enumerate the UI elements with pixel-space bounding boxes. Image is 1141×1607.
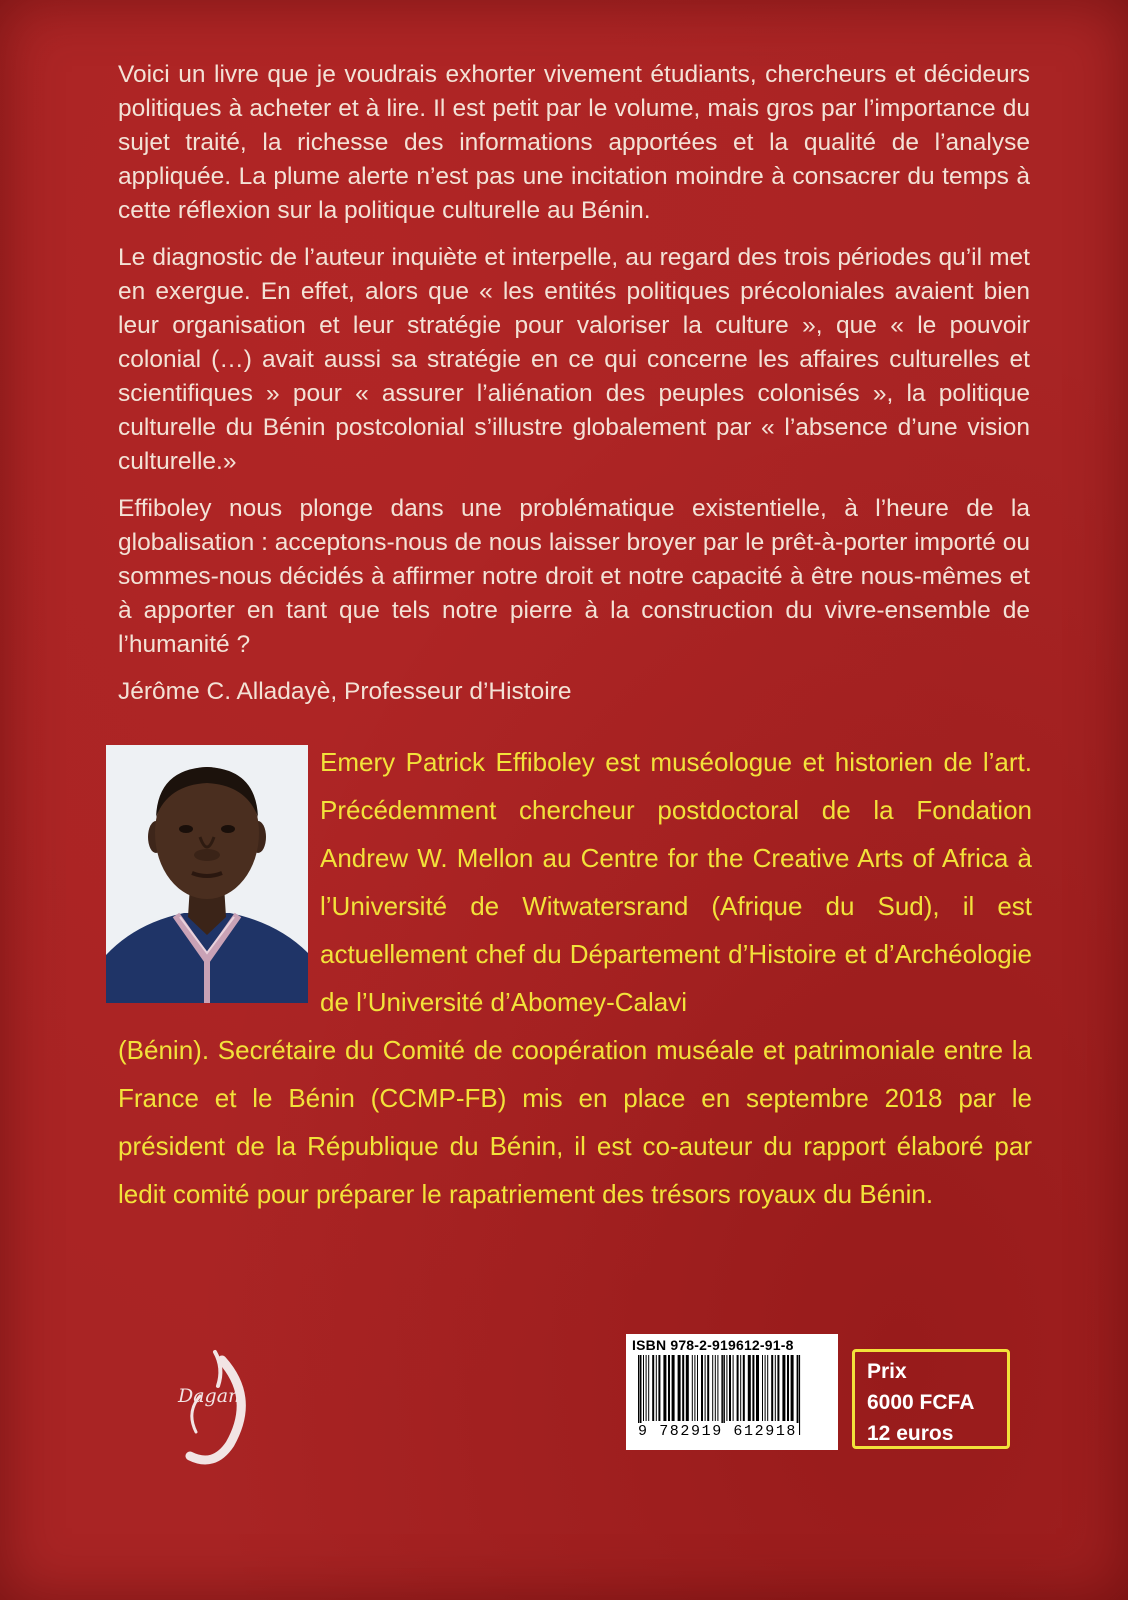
publisher-logo-text: Dagan — [178, 1385, 241, 1407]
barcode-digits: 9 782919 612918 — [638, 1423, 798, 1440]
barcode-bar — [733, 1355, 734, 1421]
barcode-bar — [715, 1355, 716, 1421]
blurb — [118, 58, 1030, 722]
price-label: Prix — [867, 1360, 907, 1383]
publisher-logo — [160, 1340, 280, 1480]
barcode-bar — [646, 1355, 647, 1421]
barcode-bar — [648, 1355, 649, 1421]
blurb-paragraph-2: Le diagnostic de l’auteur inquiète et interpelle, au regard des trois périodes qu’il met en exergue. En effet, alors que « les entités politiques précoloniales avaient bien leur organisation et leur stratégie pour valoriser la culture », que « le pouvoir colonial (…) avait aussi sa stratégie en ce qui concerne les affaires culturelles et scientifiques » pour « assurer l’aliénation des peuples colonisés », la politique culturelle du Bénin postcolonial s’illustre globalement par « l’absence d’une vision culturelle.» — [118, 244, 1030, 475]
barcode-bar — [791, 1355, 794, 1421]
price-euros: 12 euros — [867, 1422, 954, 1445]
barcode-bar — [726, 1355, 727, 1421]
barcode-bar — [762, 1355, 763, 1421]
barcode-bar — [672, 1355, 675, 1421]
barcode-bar — [701, 1355, 703, 1421]
barcode-bar — [771, 1355, 773, 1421]
barcode-bar — [705, 1355, 706, 1421]
barcode-bar — [782, 1355, 785, 1421]
barcode-bar — [752, 1355, 754, 1421]
price-fcfa: 6000 FCFA — [867, 1391, 975, 1414]
barcode-bar — [787, 1355, 789, 1421]
barcode-bar — [656, 1355, 657, 1421]
barcode-bar — [643, 1355, 644, 1421]
barcode-bar — [658, 1355, 660, 1421]
barcode-bar — [668, 1355, 670, 1421]
barcode-bar — [678, 1355, 681, 1421]
barcode-bar — [756, 1355, 759, 1421]
blurb-signature: Jérôme C. Alladayè, Professeur d’Histoire — [118, 678, 572, 705]
barcode-bar — [663, 1355, 666, 1421]
price-box — [852, 1349, 1010, 1449]
barcode-bar — [694, 1355, 695, 1421]
barcode-bar — [652, 1355, 654, 1421]
barcode-bar — [740, 1355, 741, 1421]
barcode-bar — [729, 1355, 731, 1421]
barcode-bar — [697, 1355, 698, 1421]
author-bio-part-2: (Bénin). Secrétaire du Comité de coopération muséale et patrimoniale entre la France et le Bénin (CCMP-FB) mis en place en septembre 2018 par le président de la République du Bénin, il est co-auteur du rapport élaboré par ledit comité pour préparer le rapatriement des trésors royaux du Bénin. — [118, 1035, 1032, 1209]
barcode-bar — [777, 1355, 779, 1421]
barcode-bar — [748, 1355, 751, 1421]
barcode-bar — [692, 1355, 693, 1421]
blurb-paragraph-3: Effiboley nous plonge dans une problématique existentielle, à l’heure de la globalisation : acceptons-nous de nous laisser broyer par le prêt-à-porter importé ou sommes-nous décidés à affirmer notre droit et notre capacité à être nous-mêmes et à apporter en tant que tels notre pierre à la construction du vivre-ensemble de l’humanité ? — [118, 495, 1030, 658]
isbn-label: ISBN 978-2-919612-91-8 — [632, 1337, 794, 1353]
barcode-bar — [717, 1355, 718, 1421]
barcode-bar — [775, 1355, 776, 1421]
barcode-bar — [765, 1355, 766, 1421]
barcode-bar — [712, 1355, 713, 1421]
barcode-bar — [707, 1355, 709, 1421]
author-photo — [106, 745, 308, 1003]
barcode-bar — [743, 1355, 745, 1421]
author-bio-part-1: Emery Patrick Effiboley est muséologue et historien de l’art. Précédemment chercheur postdoctoral de la Fondation Andrew W. Mellon au Centre for the Creative Arts of Africa à l’Université de Witwatersrand (Afrique du Sud), il est actuellement chef du Département d’Histoire et d’Archéologie de l’Université d’Abomey-Calavi — [320, 747, 1032, 1017]
barcode-bar — [737, 1355, 739, 1421]
barcode-bar — [686, 1355, 689, 1421]
barcode-bar — [767, 1355, 768, 1421]
barcode-bar — [682, 1355, 684, 1421]
blurb-paragraph-1: Voici un livre que je voudrais exhorter vivement étudiants, chercheurs et décideurs politiques à acheter et à lire. Il est petit par le volume, mais gros par l’importance du sujet traité, la richesse des informations apportées et la qualité de l’analyse appliquée. La plume alerte n’est pas une incitation moindre à consacrer du temps à cette réflexion sur la politique culturelle au Bénin. — [118, 61, 1030, 224]
